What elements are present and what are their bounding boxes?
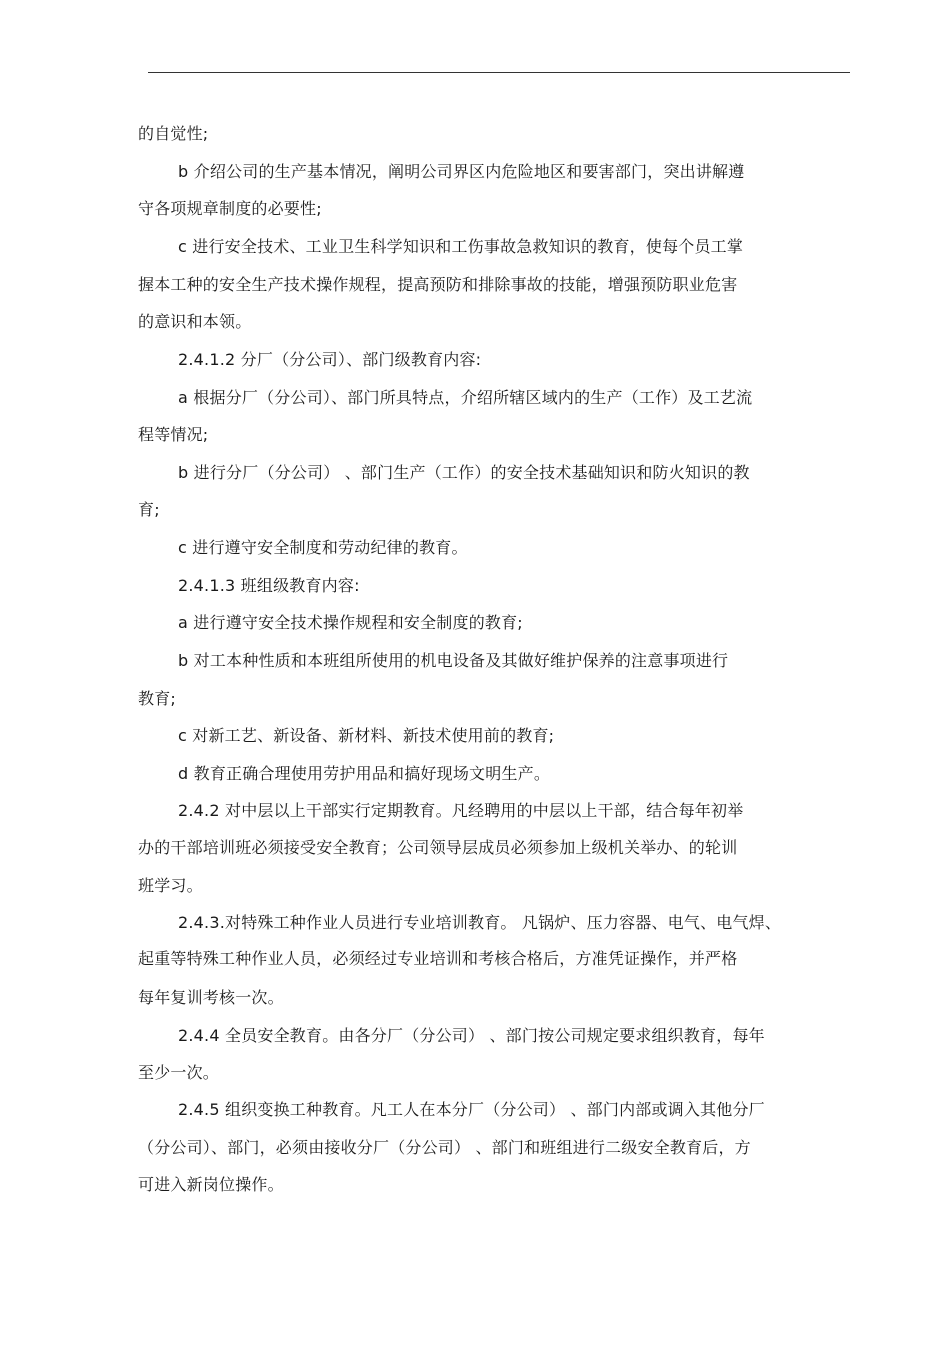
text-line: 教育; <box>138 689 176 708</box>
text-line: c 对新工艺、新设备、新材料、新技术使用前的教育; <box>178 726 555 745</box>
text-line: a 根据分厂（分公司）、部门所具特点，介绍所辖区域内的生产（工作）及工艺流 <box>178 388 753 407</box>
section-heading: 2.4.1.2 分厂（分公司）、部门级教育内容: <box>178 350 482 369</box>
section-heading: 2.4.5 组织变换工种教育。凡工人在本分厂（分公司） 、部门内部或调入其他分厂 <box>178 1100 765 1119</box>
text-line: 每年复训考核一次。 <box>138 988 284 1007</box>
text-line: 起重等特殊工种作业人员，必须经过专业培训和考核合格后，方准凭证操作，并严格 <box>138 949 738 968</box>
section-heading: 2.4.4 全员安全教育。由各分厂（分公司） 、部门按公司规定要求组织教育，每年 <box>178 1026 765 1045</box>
text-line: 办的干部培训班必须接受安全教育；公司领导层成员必须参加上级机关举办、的轮训 <box>138 838 738 857</box>
text-line: 至少一次。 <box>138 1063 220 1082</box>
header-rule <box>148 72 850 73</box>
text-line: 的意识和本领。 <box>138 312 252 331</box>
text-line: c 进行安全技术、工业卫生科学知识和工伤事故急救知识的教育，使每个员工掌 <box>178 237 744 256</box>
section-heading: 2.4.2 对中层以上干部实行定期教育。凡经聘用的中层以上干部，结合每年初举 <box>178 801 744 820</box>
text-line: b 对工本种性质和本班组所使用的机电设备及其做好维护保养的注意事项进行 <box>178 651 729 670</box>
text-line: 握本工种的安全生产技术操作规程，提高预防和排除事故的技能，增强预防职业危害 <box>138 275 738 294</box>
section-heading: 2.4.3.对特殊工种作业人员进行专业培训教育。 凡锅炉、压力容器、电气、电气焊、 <box>178 913 782 932</box>
text-line: （分公司）、部门，必须由接收分厂（分公司） 、部门和班组进行二级安全教育后，方 <box>138 1138 751 1157</box>
text-line: b 介绍公司的生产基本情况，阐明公司界区内危险地区和要害部门，突出讲解遵 <box>178 162 745 181</box>
section-heading: 2.4.1.3 班组级教育内容: <box>178 576 360 595</box>
text-line: d 教育正确合理使用劳护用品和搞好现场文明生产。 <box>178 764 551 783</box>
text-line: 班学习。 <box>138 876 203 895</box>
text-line: 的自觉性; <box>138 124 209 143</box>
text-line: 可进入新岗位操作。 <box>138 1175 284 1194</box>
text-line: a 进行遵守安全技术操作规程和安全制度的教育; <box>178 613 523 632</box>
text-line: 程等情况; <box>138 425 209 444</box>
text-line: c 进行遵守安全制度和劳动纪律的教育。 <box>178 538 468 557</box>
text-line: 守各项规章制度的必要性; <box>138 199 322 218</box>
text-line: b 进行分厂（分公司） 、部门生产（工作）的安全技术基础知识和防火知识的教 <box>178 463 750 482</box>
text-line: 育; <box>138 500 160 519</box>
